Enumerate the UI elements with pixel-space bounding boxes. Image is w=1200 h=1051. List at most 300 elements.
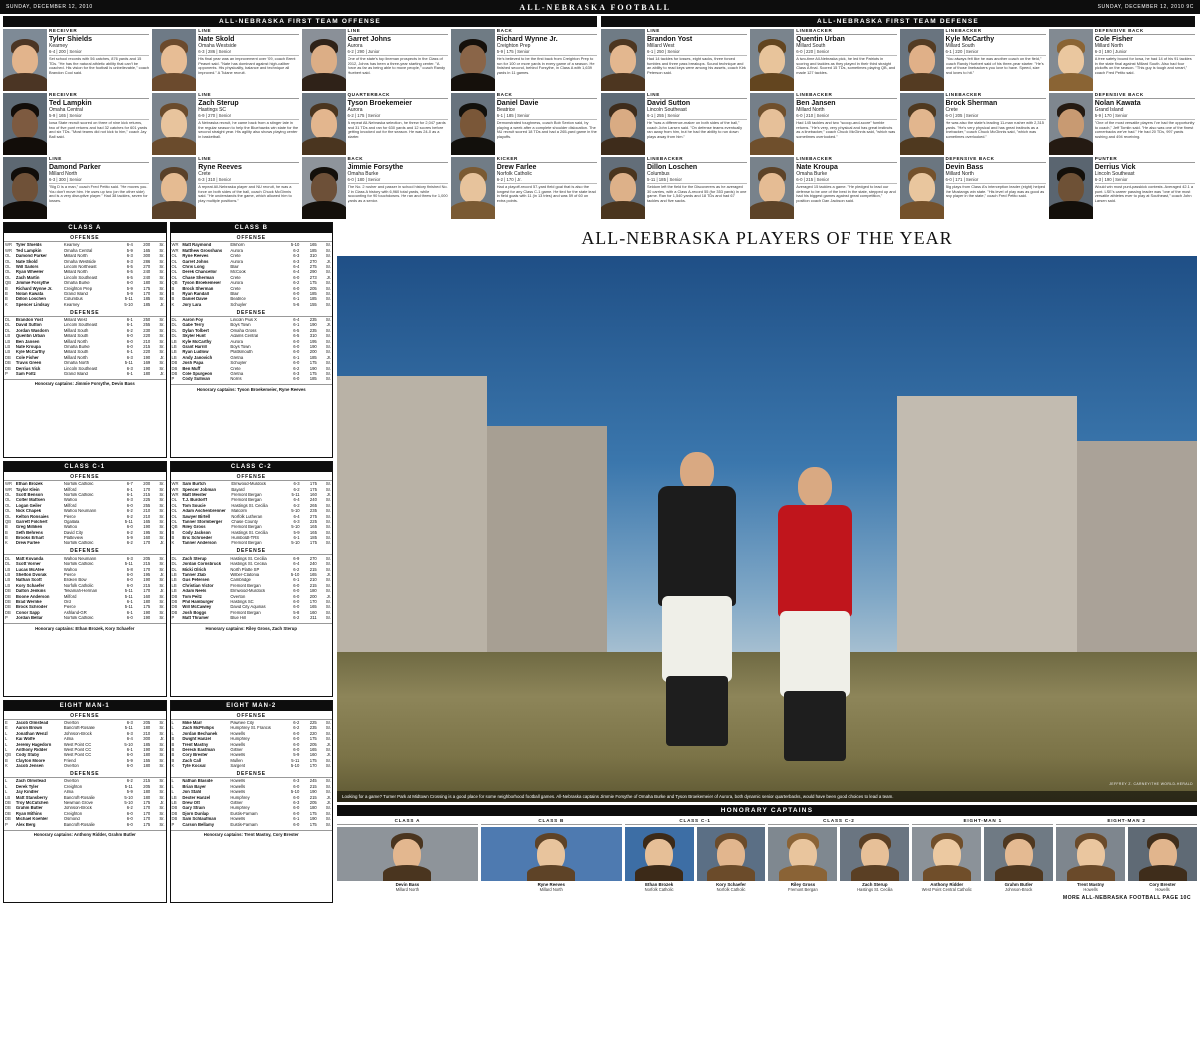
roster-pos: OL <box>5 275 11 280</box>
player-measurements: 6-2 | 290 | Junior <box>348 50 448 56</box>
player-card <box>152 157 298 219</box>
roster-height: 6-0 <box>293 376 300 382</box>
player-headshot <box>1049 157 1093 219</box>
roster-year: Jr. <box>326 492 331 497</box>
roster-name: Matt Raymond <box>182 243 212 248</box>
player-name: Nate Skold <box>198 36 235 44</box>
roster-name: Colter Mattsen <box>15 497 45 503</box>
roster-year: Sr. <box>159 758 165 763</box>
roster-height: 6-3 <box>293 259 300 264</box>
roster-name: Dexter Hanzel <box>182 795 211 800</box>
roster-weight: 200 <box>309 594 317 599</box>
roster-school: Giltner <box>230 747 243 752</box>
roster-year: Sr. <box>159 779 165 784</box>
roster-height: 6-2 <box>293 248 300 253</box>
headshot-shoulders <box>3 73 47 91</box>
roster-year: Sr. <box>325 524 331 530</box>
roster-pos: LB <box>5 344 11 350</box>
roster-name: Jay Kindler <box>15 789 39 795</box>
player-name: Jimmie Forsythe <box>347 164 404 172</box>
honorary-person <box>337 827 478 892</box>
roster-height: 6-0 <box>293 599 300 604</box>
player-info <box>647 29 747 91</box>
honorary-group <box>625 818 766 892</box>
player-position: LINE <box>198 93 298 99</box>
player-team: Creighton Prep <box>496 42 531 49</box>
roster-height: 5-6 <box>293 302 300 307</box>
player-info <box>198 93 298 155</box>
class-name: CLASS C-1 <box>4 462 166 472</box>
roster-weight: 200 <box>143 243 151 248</box>
honorary-people <box>337 827 478 892</box>
table-row <box>4 822 166 827</box>
roster-name: Ethan Brozek <box>15 481 43 487</box>
player-position: LINEBACKER <box>796 29 896 35</box>
roster-name: Lucas McAtee <box>15 567 45 572</box>
roster-pos: LB <box>171 795 177 800</box>
headshot-shoulders <box>1049 137 1093 155</box>
roster-year: Jr. <box>160 371 165 376</box>
roster-pos: DB <box>171 599 178 604</box>
roster-weight: 245 <box>309 779 317 784</box>
player-broekemeier-legs <box>784 691 846 761</box>
roster-height: 6-3 <box>126 253 133 259</box>
roster-name: Richard Wynne Jr. <box>15 286 53 291</box>
roster-height: 6-0 <box>293 350 300 355</box>
headshot-face <box>909 109 935 139</box>
roster-height: 6-1 <box>293 296 300 302</box>
roster-school: Lincoln Northeast <box>63 264 97 269</box>
roster-weight: 175 <box>309 736 317 742</box>
roster-pos: WR <box>171 487 179 492</box>
player-description: He was also the state's leading 11-man rusher with 2,315 yards. "He's very physical and has great instincts as a linebacker," coach Chuck McGinnis said, "which was sometimes overlooked." <box>945 120 1044 140</box>
player-measurements: 6-0 | 205 | Senior <box>946 114 1046 120</box>
player-measurements: 6-2 | 170 | Jr. <box>497 178 597 184</box>
roster-table <box>4 243 166 308</box>
player-broekemeier-pants <box>780 611 850 697</box>
roster-school: Lincoln Southeast <box>63 275 98 280</box>
roster-school: Wilber-Clatonia <box>230 572 260 578</box>
roster-pos: DB <box>5 599 11 604</box>
roster-school: Howells <box>230 752 246 758</box>
roster-height: 6-4 <box>293 317 300 323</box>
player-position: LINE <box>198 157 298 163</box>
roster-pos: WR <box>5 481 12 487</box>
roster-name: Aaron Brown <box>15 725 43 731</box>
roster-height: 5-11 <box>291 758 300 763</box>
roster-table <box>4 721 166 770</box>
honorary-group <box>1056 818 1197 892</box>
roster-year: Sr. <box>159 610 165 615</box>
player-measurements: 6-0 | 215 | Senior <box>796 178 896 184</box>
honorary-captains-note: Honorary captains: Ethan Brozek, Kory Schaefer <box>4 623 166 631</box>
roster-height: 5-11 <box>124 784 133 789</box>
roster-school: West Point CC <box>63 752 92 758</box>
roster-pos: QB <box>171 524 178 530</box>
player-info <box>198 29 298 91</box>
roster-school: Eustis-Farnam <box>230 822 258 827</box>
headshot-shoulders <box>1049 201 1093 219</box>
roster-school: Millard North <box>63 355 88 360</box>
masthead <box>0 0 1200 14</box>
roster-school: Humphrey <box>230 736 250 742</box>
honorary-people <box>625 827 766 892</box>
roster-school: Grand Island <box>63 371 88 376</box>
roster-weight: 170 <box>309 599 317 604</box>
roster-year: Sr. <box>325 317 331 323</box>
player-card <box>302 93 448 155</box>
roster-weight: 210 <box>143 514 151 519</box>
roster-height: 6-0 <box>126 524 133 530</box>
roster-school: Fremont Bergan <box>231 524 262 530</box>
roster-pos: OL <box>171 508 178 514</box>
roster-name: Ben Jansen <box>15 339 40 344</box>
feature-title: ALL-NEBRASKA PLAYERS OF THE YEAR <box>581 228 953 248</box>
headshot-shoulders <box>750 137 794 155</box>
roster-weight: 175 <box>309 360 317 366</box>
player-info <box>1095 29 1195 91</box>
honorary-name: Anthony Ridder <box>930 882 964 887</box>
roster-name: Scott Vorner <box>15 561 41 567</box>
roster-school: Wahoo <box>63 524 78 530</box>
roster-height: 6-3 <box>126 259 133 264</box>
honorary-portrait <box>481 827 622 881</box>
player-measurements: 6-2 | 175 | Senior <box>348 114 448 120</box>
roster-weight: 205 <box>309 286 317 291</box>
player-name: Devin Bass <box>945 164 984 172</box>
player-measurements: 6-1 | 255 | Senior <box>647 114 747 120</box>
roster-name: Sam Schlaufman <box>182 816 217 822</box>
roster-pos: K <box>5 541 8 546</box>
roster-school: Overton <box>63 720 79 725</box>
player-position: LINE <box>647 29 747 35</box>
player-headshot <box>900 29 944 91</box>
roster-school: Milford <box>63 594 77 599</box>
roster-weight: 255 <box>143 503 151 508</box>
roster-pos: LB <box>171 578 177 583</box>
player-card <box>601 93 747 155</box>
section-defense-label: DEFENSE <box>4 771 166 778</box>
roster-height: 6-0 <box>293 275 300 280</box>
roster-year: Sr. <box>325 541 331 546</box>
roster-height: 6-2 <box>126 508 133 514</box>
player-team: Kearney <box>49 42 68 49</box>
honorary-group <box>337 818 478 892</box>
roster-school: Norfolk Catholic <box>63 583 94 588</box>
roster-school: Fremont Bergan <box>231 541 262 546</box>
player-info <box>49 29 149 91</box>
roster-school: Millard North <box>63 253 88 259</box>
first-team-region <box>0 14 1200 219</box>
roster-height: 6-1 <box>126 350 133 355</box>
defense-card-grid <box>601 29 1195 219</box>
roster-pos: DB <box>171 806 178 811</box>
roster-school: Aurora <box>230 248 243 253</box>
roster-school: Plattsmouth <box>230 350 253 355</box>
roster-school: West Point CC <box>63 747 92 752</box>
roster-name: Chase Sherman <box>182 275 215 280</box>
roster-school: Howells <box>230 816 246 822</box>
roster-weight: 170 <box>309 763 317 769</box>
roster-school: Norris <box>230 376 242 382</box>
roster-pos: B <box>171 286 175 291</box>
feature-photo <box>337 256 1197 802</box>
roster-weight: 160 <box>143 535 151 541</box>
roster-school: Humphrey St. Francis <box>230 725 271 731</box>
roster-weight: 155 <box>309 302 317 307</box>
player-measurements: 6-3 | 190 | Senior <box>1095 178 1195 184</box>
roster-pos: DB <box>5 800 11 806</box>
roster-school: Overton <box>63 779 79 784</box>
honorary-people <box>481 827 622 892</box>
section-defense-label: DEFENSE <box>171 310 333 317</box>
player-name: Derrius Vick <box>1094 164 1136 172</box>
roster-table <box>171 779 333 828</box>
roster-year: Sr. <box>325 530 331 535</box>
roster-school: Bancroft-Rosalie <box>63 725 95 731</box>
roster-school: Hastings St. Cecilia <box>230 561 267 567</box>
roster-name: Matt Thramer <box>182 615 209 621</box>
roster-height: 5-10 <box>291 524 300 530</box>
headshot-face <box>12 173 38 203</box>
player-card <box>3 29 149 91</box>
roster-weight: 190 <box>143 747 151 752</box>
roster-height: 6-0 <box>126 822 133 827</box>
roster-name: Derek Tyler <box>15 784 39 789</box>
player-position: LINEBACKER <box>647 157 747 163</box>
player-team: Lincoln Southeast <box>647 106 687 113</box>
player-info <box>348 157 448 219</box>
player-card <box>1049 93 1195 155</box>
roster-name: Brian Bayer <box>182 784 206 789</box>
roster-weight: 210 <box>143 339 151 344</box>
roster-school: Boys Town <box>230 344 251 350</box>
honorary-portrait <box>697 827 766 881</box>
first-team-offense <box>3 16 597 219</box>
roster-year: Sr. <box>159 317 165 323</box>
roster-year: Sr. <box>325 720 331 725</box>
player-headshot <box>1049 93 1093 155</box>
roster-pos: B <box>171 736 175 742</box>
roster-height: 6-2 <box>293 366 300 371</box>
roster-school: Lincoln Southeast <box>63 323 98 328</box>
table-row <box>171 302 333 307</box>
roster-name: Matthew Grosshans <box>182 248 223 253</box>
roster-year: Sr. <box>159 286 165 291</box>
roster-pos: L <box>5 789 8 795</box>
roster-year: Sr. <box>159 747 165 752</box>
roster-height: 6-3 <box>293 779 300 784</box>
roster-pos: OL <box>5 253 11 259</box>
roster-pos: LB <box>5 350 11 355</box>
roster-weight: 170 <box>143 811 151 816</box>
honorary-class-title: EIGHT-MAN 1 <box>912 818 1053 825</box>
roster-school: Schuyler <box>230 302 247 307</box>
player-info <box>647 93 747 155</box>
headshot-shoulders <box>1049 73 1093 91</box>
roster-year: Sr. <box>325 725 331 731</box>
roster-height: 6-0 <box>126 816 133 822</box>
roster-weight: 225 <box>309 720 317 725</box>
roster-pos: DL <box>171 333 177 339</box>
headshot-shoulders <box>601 137 645 155</box>
roster-height: 6-3 <box>126 556 133 561</box>
roster-weight: 286 <box>143 259 151 264</box>
roster-pos: L <box>5 742 8 747</box>
roster-height: 6-0 <box>293 360 300 366</box>
roster-pos: L <box>171 789 174 795</box>
headshot-shoulders <box>900 73 944 91</box>
roster-year: Jr. <box>160 572 165 578</box>
roster-height: 6-1 <box>126 323 133 328</box>
honorary-name: Trent Mastny <box>1077 882 1105 887</box>
roster-height: 6-0 <box>293 339 300 344</box>
roster-height: 6-4 <box>293 264 300 269</box>
headshot-face <box>12 45 38 75</box>
roster-name: Zach Sterup <box>182 556 207 561</box>
roster-weight: 185 <box>143 296 151 302</box>
roster-name: Conor Sapp <box>15 610 40 615</box>
honorary-people <box>1056 827 1197 892</box>
roster-school: Overton <box>63 763 79 769</box>
roster-pos: K <box>171 541 175 546</box>
roster-year: Sr. <box>159 344 165 350</box>
player-description: Had 145 tackles and two "scoop-and-score" fumble returns. "He's very, very physical and has great instincts as a linebacker," coach Chuck McGinnis said, "which was sometimes overlooked." <box>796 120 896 140</box>
roster-height: 6-1 <box>126 492 133 497</box>
player-position: RECEIVER <box>49 29 149 35</box>
roster-weight: 240 <box>143 275 151 280</box>
roster-pos: LB <box>5 572 11 578</box>
roster-height: 6-0 <box>293 291 300 296</box>
roster-weight: 180 <box>143 725 151 731</box>
headshot-shoulders <box>451 73 495 91</box>
honorary-team: Johnson-Brock <box>1005 887 1033 892</box>
roster-name: Ryan Randall <box>182 291 209 296</box>
honorary-captains-note: Honorary captains: Anthony Ridder, Grahm Butler <box>4 830 166 838</box>
roster-name: Brock Schroder <box>15 604 48 610</box>
roster-school: Millard West <box>63 317 87 323</box>
roster-weight: 190 <box>143 355 151 360</box>
roster-year: Sr. <box>325 487 331 492</box>
roster-height: 6-2 <box>126 530 133 535</box>
roster-year: Sr. <box>325 344 331 350</box>
roster-name: Taylor Klein <box>15 487 40 492</box>
player-description: "One of the most versatile players I've had the opportunity to coach," Jeff Tomlin said. "He also was one of the finest cornerbacks we've had." He had 20 TDs, 997 yards rushing and 494 receiving. <box>1094 120 1195 140</box>
roster-school: Fremont Bergan <box>231 497 262 503</box>
roster-name: Cody Sullivan <box>182 376 211 382</box>
player-name: David Sutton <box>647 100 691 108</box>
roster-weight: 160 <box>309 492 317 497</box>
player-position: DEFENSIVE BACK <box>1095 93 1195 99</box>
roster-year: Jr. <box>326 355 331 360</box>
roster-weight: 175 <box>309 481 317 487</box>
roster-pos: OL <box>5 508 11 514</box>
roster-name: Nate Kroupa <box>15 344 41 350</box>
photo-caption: Looking for a game? Turner Park at Midtown Crossing is a good place for some neighborhood football games. All-Nebraska captains Jimmie Forsythe of Omaha Burke and Tyson Broekemeier of Aurora, both dynamic senior quarterbacks, would have been good choices to lead a team. <box>337 791 1197 803</box>
roster-school: Fremont Bergan <box>231 492 262 497</box>
player-team: Omaha Central <box>49 106 83 113</box>
roster-weight: 190 <box>309 816 317 822</box>
player-headshot <box>3 157 47 219</box>
roster-pos: DL <box>5 556 11 561</box>
roster-school: Elmwood-Murdock <box>231 481 267 487</box>
player-headshot <box>3 29 47 91</box>
player-description: Demonstrated toughness, coach Bob Sexton said, by playing a week after a complete shoulder dislocation. The NU recruit scored 18 TDs and had a 265-yard game in the playoffs. <box>496 120 597 140</box>
roster-year: Sr. <box>159 763 165 769</box>
player-measurements: 5-9 | 170 | Senior <box>1095 114 1195 120</box>
roster-height: 6-0 <box>126 280 133 286</box>
roster-pos: DB <box>5 816 11 822</box>
table-row <box>171 377 333 382</box>
roster-weight: 210 <box>143 508 151 514</box>
roster-name: Matt Meister <box>182 492 207 497</box>
roster-pos: B <box>171 291 175 296</box>
roster-pos: L <box>171 784 174 789</box>
player-measurements: 6-4 | 200 | Senior <box>49 50 149 56</box>
roster-school: Overton <box>230 594 246 599</box>
roster-school: Gretna <box>230 355 244 360</box>
roster-height: 6-0 <box>126 811 133 816</box>
table-row <box>171 616 333 621</box>
roster-weight: 170 <box>143 291 151 296</box>
roster-name: Tyte Kocsal <box>182 763 206 769</box>
roster-school: Aurora <box>230 339 243 344</box>
roster-weight: 180 <box>143 763 151 769</box>
headshot-face <box>759 109 785 139</box>
headshot-shoulders <box>750 73 794 91</box>
roster-year: Sr. <box>325 535 331 541</box>
roster-height: 6-3 <box>293 371 300 376</box>
roster-name: Sawyer Birtell <box>182 514 211 519</box>
roster-name: Greg Milliken <box>15 524 43 530</box>
player-measurements: 5-9 | 175 | Senior <box>497 50 597 56</box>
roster-school: Millard North <box>63 339 88 344</box>
roster-pos: DL <box>5 328 11 333</box>
player-team: Hastings SC <box>198 106 227 113</box>
roster-weight: 200 <box>143 481 151 487</box>
roster-school: Norfolk Catholic <box>63 541 94 546</box>
roster-name: Nate Skold <box>15 259 38 264</box>
roster-name: Cole Spurgeon <box>182 371 213 376</box>
roster-name: Josh Boggs <box>182 610 207 615</box>
table-row <box>4 764 166 769</box>
roster-weight: 165 <box>309 530 317 535</box>
honorary-class-title: CLASS C-2 <box>768 818 909 825</box>
player-headshot <box>302 93 346 155</box>
player-info <box>348 29 448 91</box>
roster-height: 6-0 <box>293 822 300 827</box>
roster-height: 6-2 <box>293 725 300 731</box>
roster-height: 6-2 <box>126 779 133 784</box>
roster-weight: 175 <box>309 811 317 816</box>
roster-year: Sr. <box>325 789 331 795</box>
player-headshot <box>451 93 495 155</box>
roster-name: Zach Martin <box>15 275 40 280</box>
roster-name: Seth Behrens <box>15 530 43 535</box>
player-headshot <box>601 157 645 219</box>
roster-name: Cole Fisher <box>15 355 39 360</box>
table-row <box>4 302 166 307</box>
honorary-class-title: CLASS B <box>481 818 622 825</box>
roster-pos: DB <box>5 355 11 360</box>
roster-table <box>171 556 333 621</box>
roster-weight: 180 <box>143 795 151 800</box>
roster-year: Sr. <box>159 752 165 758</box>
player-team: Crete <box>945 106 958 113</box>
headshot-shoulders <box>900 137 944 155</box>
roster-weight: 195 <box>309 339 317 344</box>
roster-name: David Sutton <box>15 323 42 328</box>
